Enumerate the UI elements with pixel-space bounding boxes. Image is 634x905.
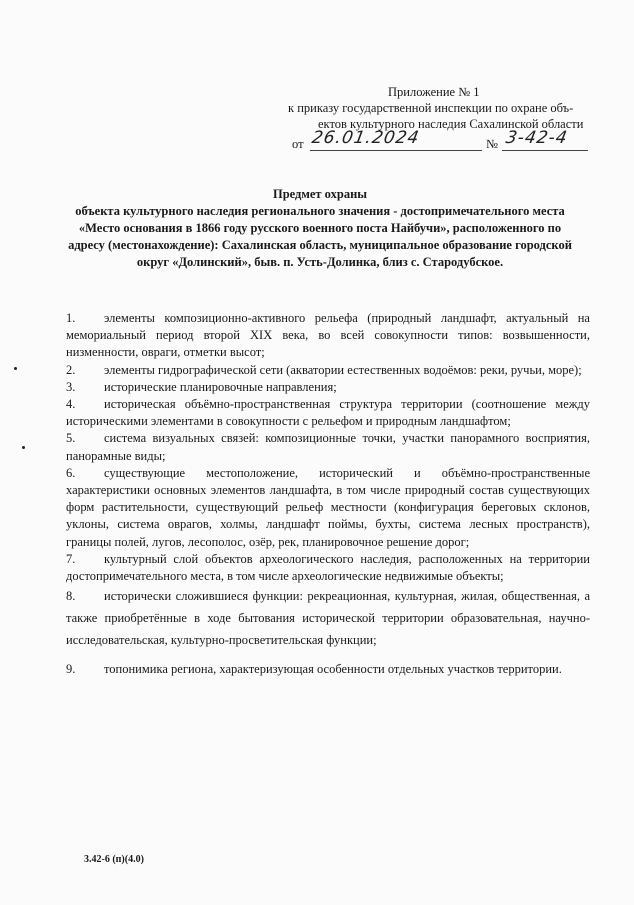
date-underline: [310, 150, 482, 151]
item-number: 6.: [66, 465, 76, 480]
scan-speck: [22, 446, 25, 449]
item-number: 3.: [66, 379, 76, 394]
list-item: [66, 379, 590, 396]
heading-line-2: объекта культурного наследия регионального значения - достопримечательного места: [75, 204, 565, 218]
item-text: исторически сложившиеся функции: рекреационная, культурная, жилая, общественная, а также приобретённые в ходе бытования исторической территории образовательная, научно-исследовательская, культурно-просветительская функции;: [66, 589, 590, 648]
list-item: [66, 465, 590, 551]
list-item: [66, 362, 590, 379]
item-number: 2.: [66, 362, 76, 377]
item-text: историческая объёмно-пространственная структура территории (соотношение между историческими элементами в совокупности с рельефом и природным ландшафтом;: [66, 397, 590, 429]
list-item: [66, 310, 590, 362]
heading-title: Предмет охраны: [272, 187, 368, 201]
list-item: [66, 551, 590, 585]
list-item: [66, 396, 590, 430]
annex-title: Приложение № 1: [388, 85, 480, 99]
item-text: элементы композиционно-активного рельефа (природный ландшафт, актуальный на мемориальный период второй XIX века, во всей совокупности типов: возвышенности, низменности, овраги, отметки высот;: [66, 311, 590, 360]
heading-line-4: адресу (местонахождение): Сахалинская область, муниципальное образование городской: [68, 238, 572, 252]
scan-speck: [14, 367, 17, 370]
heading-line-5: округ «Долинский», быв. п. Усть-Долинка, близ с. Стародубское.: [136, 255, 504, 269]
item-number: 5.: [66, 431, 76, 446]
list-item: [66, 430, 590, 464]
handwritten-number: 3-42-4: [504, 128, 570, 148]
item-text: исторические планировочные направления;: [104, 379, 337, 394]
annex-order-line-1: к приказу государственной инспекции по охране объ-: [288, 101, 574, 115]
item-number: 8.: [66, 589, 76, 604]
item-text: культурный слой объектов археологического наследия, расположенных на территории достопримечательного места, в том числе археологические недвижимые объекты;: [66, 551, 590, 584]
list-item: [66, 585, 590, 651]
date-label: от: [292, 137, 304, 151]
item-number: 9.: [66, 662, 76, 677]
annex-order-line-2: ектов культурного наследия Сахалинской области: [318, 117, 584, 131]
item-number: 4.: [66, 397, 76, 412]
item-text: элементы гидрографической сети (акватории естественных водоёмов: реки, ручьи, море);: [104, 362, 582, 377]
item-text: система визуальных связей: композиционные точки, участки панорамного восприятия, панорамные виды;: [66, 431, 590, 463]
heading-line-3: «Место основания в 1866 году русского военного поста Найбучи», расположенного по: [78, 221, 562, 235]
item-text: существующие местоположение, исторический и объёмно-пространственные характеристики основных элементов ландшафта, в том числе природный состав существующих форм растительности, существующий рельеф местности (конфигурация береговых склонов, уклоны, система оврагов, холмы, ландшафт поймы, бухты, система лесных пространств), границы полей, лугов, лесополос, озёр, рек, планировочное решение дорог;: [66, 465, 590, 549]
document-heading: [60, 186, 580, 271]
form-code: 3.42-6 (п)(4.0): [84, 854, 144, 865]
item-text: топонимика региона, характеризующая особенности отдельных участков территории.: [104, 662, 562, 677]
list-item: [66, 661, 590, 678]
protection-items-list: [66, 310, 590, 678]
handwritten-date: 26.01.2024: [310, 128, 422, 148]
number-label: №: [486, 137, 498, 151]
item-number: 7.: [66, 551, 76, 566]
item-number: 1.: [66, 311, 76, 325]
number-underline: [502, 150, 588, 151]
